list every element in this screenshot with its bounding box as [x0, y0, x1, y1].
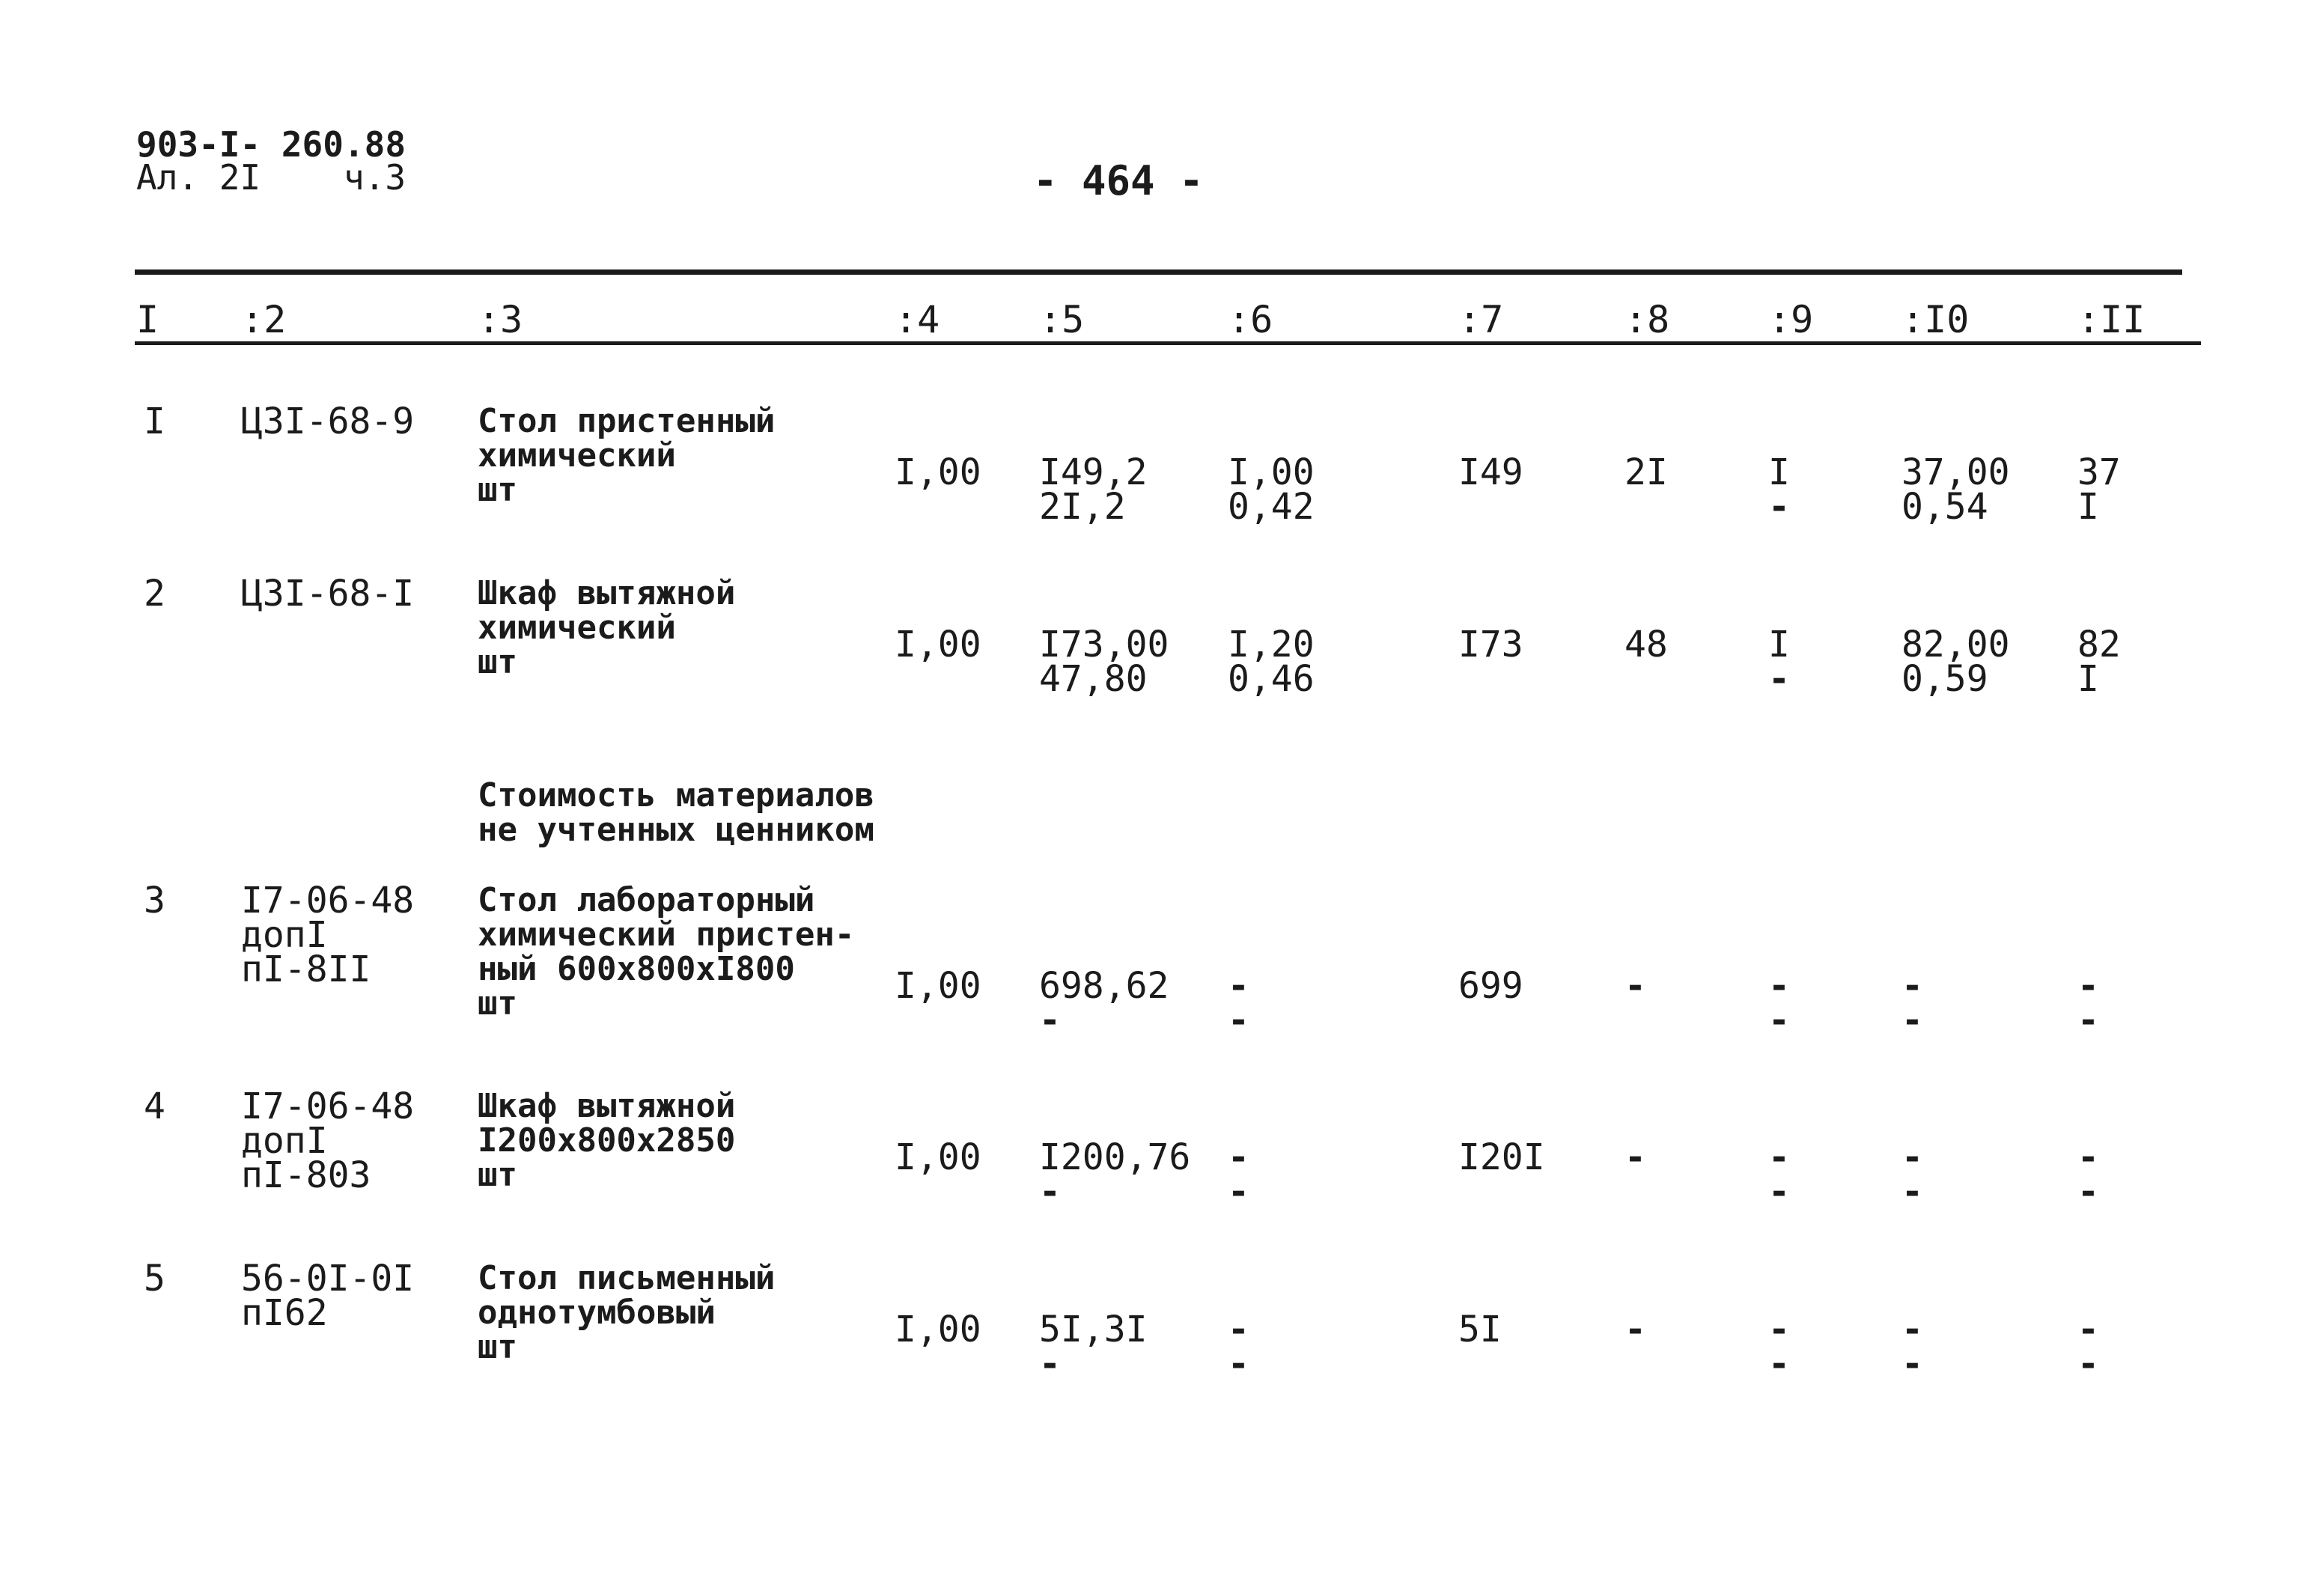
cell-col11-line: - [2077, 965, 2099, 1007]
cell-col7: 699 [1458, 965, 1523, 1007]
column-header-1: I [136, 298, 159, 341]
row-description-line: шт [478, 1156, 517, 1194]
cell-col5 [1039, 451, 1148, 528]
row-code-line: допI [241, 914, 328, 956]
cell-col6 [1228, 1309, 1249, 1385]
row-description-line: Стол лабораторный [478, 881, 815, 919]
row-description-line: химический [478, 436, 676, 475]
cell-col10-line: - [1901, 1171, 1923, 1213]
row-description [478, 404, 775, 508]
cell-col9 [1768, 1136, 1790, 1213]
cell-col9 [1768, 624, 1790, 700]
row-code [241, 400, 415, 442]
cell-col6-line: - [1228, 1136, 1249, 1178]
row-description-line: химический пристен- [478, 916, 855, 954]
cell-col9-line: - [1768, 999, 1790, 1041]
row-code-line: допI [241, 1120, 328, 1162]
cell-col8: - [1625, 1136, 1646, 1178]
row-code-line: 56-0I-0I [241, 1258, 415, 1300]
row-description [478, 1089, 735, 1193]
cell-col6 [1228, 1136, 1249, 1213]
cell-col10-line: 0,54 [1901, 486, 1988, 528]
cell-col4: I,00 [895, 451, 981, 493]
cell-col6-line: - [1228, 1343, 1249, 1385]
cell-col4: I,00 [895, 624, 981, 665]
cell-col4: I,00 [895, 1136, 981, 1178]
cell-col5 [1039, 624, 1169, 700]
cell-col11-line: - [2077, 1343, 2099, 1385]
row-description [478, 576, 735, 680]
cell-col9-line: - [1768, 486, 1790, 528]
cell-col6 [1228, 965, 1249, 1041]
row-code-line: пI-8II [241, 948, 371, 990]
column-header-6: :6 [1228, 298, 1273, 341]
cell-col10-line: - [1901, 999, 1923, 1041]
cell-col6-line: 0,46 [1228, 658, 1315, 700]
row-number: 4 [144, 1085, 165, 1127]
cell-col11-line: 82 [2077, 624, 2121, 665]
row-description [478, 1261, 775, 1365]
cell-col9 [1768, 451, 1790, 528]
section-note [478, 776, 874, 849]
column-header-2: :2 [241, 298, 287, 341]
cell-col11 [2077, 451, 2121, 528]
cell-col11-line: I [2077, 658, 2099, 700]
row-description-line: шт [478, 984, 517, 1023]
cell-col5-line: 2I,2 [1039, 486, 1126, 528]
row-code [241, 573, 415, 615]
cell-col5-line: I49,2 [1039, 451, 1148, 493]
cell-col6-line: 0,42 [1228, 486, 1315, 528]
row-code-line: I7-06-48 [241, 880, 415, 922]
cell-col5-line: 698,62 [1039, 965, 1169, 1007]
cell-col6 [1228, 624, 1315, 700]
cell-col10 [1901, 965, 1923, 1041]
cell-col10 [1901, 451, 2010, 528]
cell-col5 [1039, 1309, 1148, 1385]
cell-col4: I,00 [895, 965, 981, 1007]
row-description-line: Шкаф вытяжной [478, 1087, 736, 1125]
row-code-line: Ц3I-68-9 [241, 400, 415, 442]
cell-col5-line: 5I,3I [1039, 1309, 1148, 1350]
section-note-line: Стоимость материалов [478, 776, 874, 814]
cell-col10-line: 0,59 [1901, 658, 1988, 700]
cell-col8: 48 [1625, 624, 1668, 665]
document-code: 903-I- 260.88 [136, 124, 406, 165]
cell-col6-line: - [1228, 999, 1249, 1041]
row-description-line: шт [478, 643, 517, 681]
column-header-5: :5 [1039, 298, 1085, 341]
row-code-line: пI-803 [241, 1154, 371, 1196]
row-description-line: I200х800х2850 [478, 1121, 736, 1160]
cell-col6-line: - [1228, 965, 1249, 1007]
cell-col6 [1228, 451, 1315, 528]
cell-col11-line: - [2077, 1309, 2099, 1350]
cell-col6-line: I,20 [1228, 624, 1315, 665]
cell-col6-line: - [1228, 1309, 1249, 1350]
cell-col11 [2077, 1309, 2099, 1385]
cell-col10-line: - [1901, 1136, 1923, 1178]
cell-col5-line: I73,00 [1039, 624, 1169, 665]
cell-col10-line: 37,00 [1901, 451, 2010, 493]
cell-col5 [1039, 1136, 1191, 1213]
row-description-line: химический [478, 609, 676, 647]
column-header-3: :3 [478, 298, 523, 341]
row-code-line: пI62 [241, 1292, 328, 1334]
row-description [478, 883, 854, 1021]
sheet-info: Ал. 2I ч.3 [136, 157, 406, 198]
cell-col6-line: - [1228, 1171, 1249, 1213]
row-description-line: Стол письменный [478, 1259, 776, 1297]
cell-col5-line: - [1039, 1171, 1061, 1213]
row-code [241, 880, 415, 990]
row-description-line: Шкаф вытяжной [478, 574, 736, 612]
row-description-line: ный 600х800хI800 [478, 950, 795, 988]
cell-col8: - [1625, 1309, 1646, 1350]
row-code-line: I7-06-48 [241, 1085, 415, 1127]
cell-col10-line: - [1901, 1343, 1923, 1385]
row-description-line: шт [478, 471, 517, 509]
column-header-10: :I0 [1901, 298, 1970, 341]
cell-col11 [2077, 1136, 2099, 1213]
section-note-line: не учтенных ценником [478, 811, 874, 849]
row-number: 3 [144, 880, 165, 922]
cell-col10-line: 82,00 [1901, 624, 2010, 665]
cell-col5-line: I200,76 [1039, 1136, 1191, 1178]
cell-col11-line: I [2077, 486, 2099, 528]
row-description-line: шт [478, 1328, 517, 1366]
cell-col10 [1901, 1136, 1923, 1213]
cell-col9 [1768, 1309, 1790, 1385]
cell-col10-line: - [1901, 965, 1923, 1007]
cell-col9-line: - [1768, 1136, 1790, 1178]
row-description-line: однотумбовый [478, 1294, 716, 1332]
row-code [241, 1085, 415, 1196]
table-header-rule [135, 341, 2201, 345]
cell-col9-line: - [1768, 965, 1790, 1007]
cell-col10-line: - [1901, 1309, 1923, 1350]
cell-col5 [1039, 965, 1169, 1041]
table-top-rule [135, 269, 2182, 275]
cell-col5-line: 47,80 [1039, 658, 1148, 700]
cell-col5-line: - [1039, 999, 1061, 1041]
column-header-7: :7 [1458, 298, 1504, 341]
cell-col9-line: - [1768, 658, 1790, 700]
column-header-8: :8 [1625, 298, 1670, 341]
cell-col5-line: - [1039, 1343, 1061, 1385]
cell-col9-line: - [1768, 1343, 1790, 1385]
row-number: 2 [144, 573, 165, 615]
cell-col11-line: 37 [2077, 451, 2121, 493]
cell-col9-line: - [1768, 1171, 1790, 1213]
row-number: 5 [144, 1258, 165, 1300]
cell-col7: I49 [1458, 451, 1523, 493]
cell-col11-line: - [2077, 1136, 2099, 1178]
cell-col6-line: I,00 [1228, 451, 1315, 493]
cell-col9-line: I [1768, 451, 1790, 493]
cell-col9-line: - [1768, 1309, 1790, 1350]
column-header-9: :9 [1768, 298, 1814, 341]
cell-col11 [2077, 624, 2121, 700]
cell-col7: I20I [1458, 1136, 1545, 1178]
cell-col7: I73 [1458, 624, 1523, 665]
cell-col4: I,00 [895, 1309, 981, 1350]
row-description-line: Стол пристенный [478, 402, 776, 440]
cell-col10 [1901, 624, 2010, 700]
row-number: I [144, 400, 165, 442]
cell-col9-line: I [1768, 624, 1790, 665]
cell-col11 [2077, 965, 2099, 1041]
cell-col10 [1901, 1309, 1923, 1385]
row-code-line: Ц3I-68-I [241, 573, 415, 615]
cell-col11-line: - [2077, 1171, 2099, 1213]
row-code [241, 1258, 415, 1334]
column-header-4: :4 [895, 298, 940, 341]
cell-col8: - [1625, 965, 1646, 1007]
cell-col7: 5I [1458, 1309, 1502, 1350]
cell-col11-line: - [2077, 999, 2099, 1041]
page-number: - 464 - [1033, 157, 1204, 204]
column-header-11: :II [2077, 298, 2146, 341]
cell-col9 [1768, 965, 1790, 1041]
cell-col8: 2I [1625, 451, 1668, 493]
